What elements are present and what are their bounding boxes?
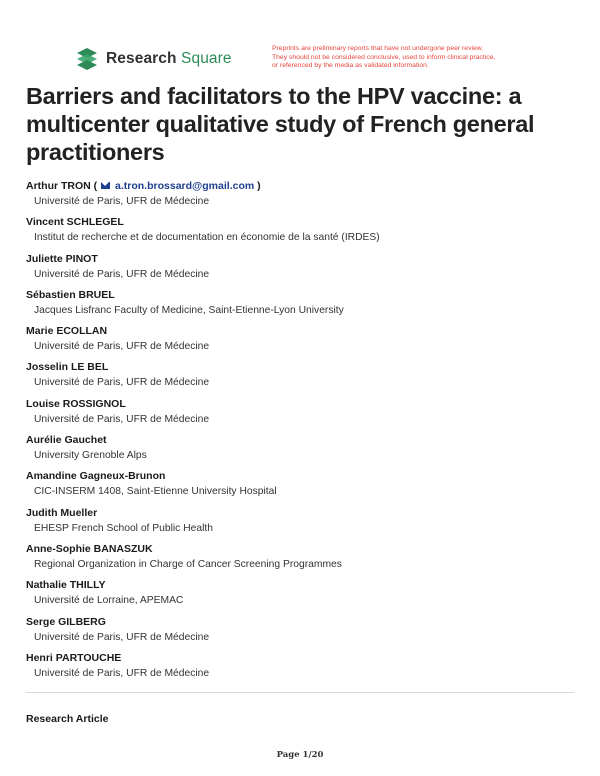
author-affiliation: Université de Paris, UFR de Médecine [34, 341, 210, 353]
author-name: Amandine Gagneux-Brunon [26, 470, 166, 483]
article-type-label: Research Article [26, 713, 109, 725]
logo-text: Research Square [106, 50, 232, 67]
author-affiliation: Université de Paris, UFR de Médecine [34, 196, 210, 207]
author-name: Serge GILBERG [26, 615, 106, 628]
notice-line: or referenced by the media as validated information. [272, 62, 429, 70]
author-name: Sébastien BRUEL [26, 288, 115, 301]
envelope-icon [101, 182, 110, 189]
author-name: Anne-Sophie BANASZUK [26, 542, 153, 555]
author-entry [26, 179, 574, 215]
author-name: Nathalie THILLY [26, 579, 106, 592]
author-entry [26, 433, 574, 469]
author-affiliation: Université de Paris, UFR de Médecine [34, 631, 210, 643]
author-name: Aurélie Gauchet [26, 434, 107, 447]
author-name: Juliette PINOT [26, 252, 98, 265]
author-affiliation: University Grenoble Alps [34, 450, 147, 462]
corresponding-open: ( [93, 180, 98, 192]
author-entry [26, 651, 574, 687]
author-name: Arthur TRON [26, 180, 91, 192]
author-name: Josselin LE BEL [26, 361, 109, 374]
author-entry [26, 360, 574, 396]
author-entry [26, 615, 574, 651]
author-entry [26, 288, 574, 324]
author-affiliation: Université de Paris, UFR de Médecine [34, 377, 210, 389]
author-name: Henri PARTOUCHE [26, 651, 122, 664]
notice-line: They should not be considered conclusive, used to inform clinical practice, [272, 53, 496, 61]
paper-title: Barriers and facilitators to the HPV vaccine: a multicenter qualitative study of French general practitioners [26, 83, 535, 165]
corresponding-email-link[interactable]: a.tron.brossard@gmail.com [115, 180, 255, 192]
author-affiliation: Université de Lorraine, APEMAC [34, 595, 184, 607]
author-entry [26, 578, 574, 614]
author-entry [26, 469, 574, 505]
research-square-logo[interactable] [75, 46, 232, 72]
author-affiliation: Université de Paris, UFR de Médecine [34, 667, 210, 679]
author-entry [26, 215, 574, 251]
corresponding-close: ) [257, 180, 261, 192]
author-entry [26, 506, 574, 542]
author-name: Vincent SCHLEGEL [26, 216, 124, 229]
author-list [26, 179, 574, 687]
author-affiliation: Université de Paris, UFR de Médecine [34, 268, 210, 280]
author-entry [26, 397, 574, 433]
author-affiliation: Regional Organization in Charge of Cancer Screening Programmes [34, 558, 342, 570]
author-name: Judith Mueller [26, 506, 98, 519]
page-number: Page 1/20 [276, 750, 324, 760]
author-affiliation: EHESP French School of Public Health [34, 522, 213, 534]
author-affiliation: CIC-INSERM 1408, Saint-Etienne University Hospital [34, 486, 277, 498]
research-square-logo-icon [75, 47, 99, 71]
author-affiliation: Institut de recherche et de documentation en économie de la santé (IRDES) [34, 232, 380, 244]
author-entry [26, 542, 574, 578]
author-name: Marie ECOLLAN [26, 325, 108, 338]
notice-line: Preprints are preliminary reports that have not undergone peer review. [272, 45, 484, 52]
author-entry [26, 324, 574, 360]
preprint-notice [272, 45, 542, 71]
author-name: Louise ROSSIGNOL [26, 397, 126, 410]
author-affiliation: Université de Paris, UFR de Médecine [34, 413, 210, 425]
author-affiliation: Jacques Lisfranc Faculty of Medicine, Saint-Etienne-Lyon University [34, 304, 344, 316]
section-divider [26, 692, 574, 693]
author-entry [26, 252, 574, 288]
